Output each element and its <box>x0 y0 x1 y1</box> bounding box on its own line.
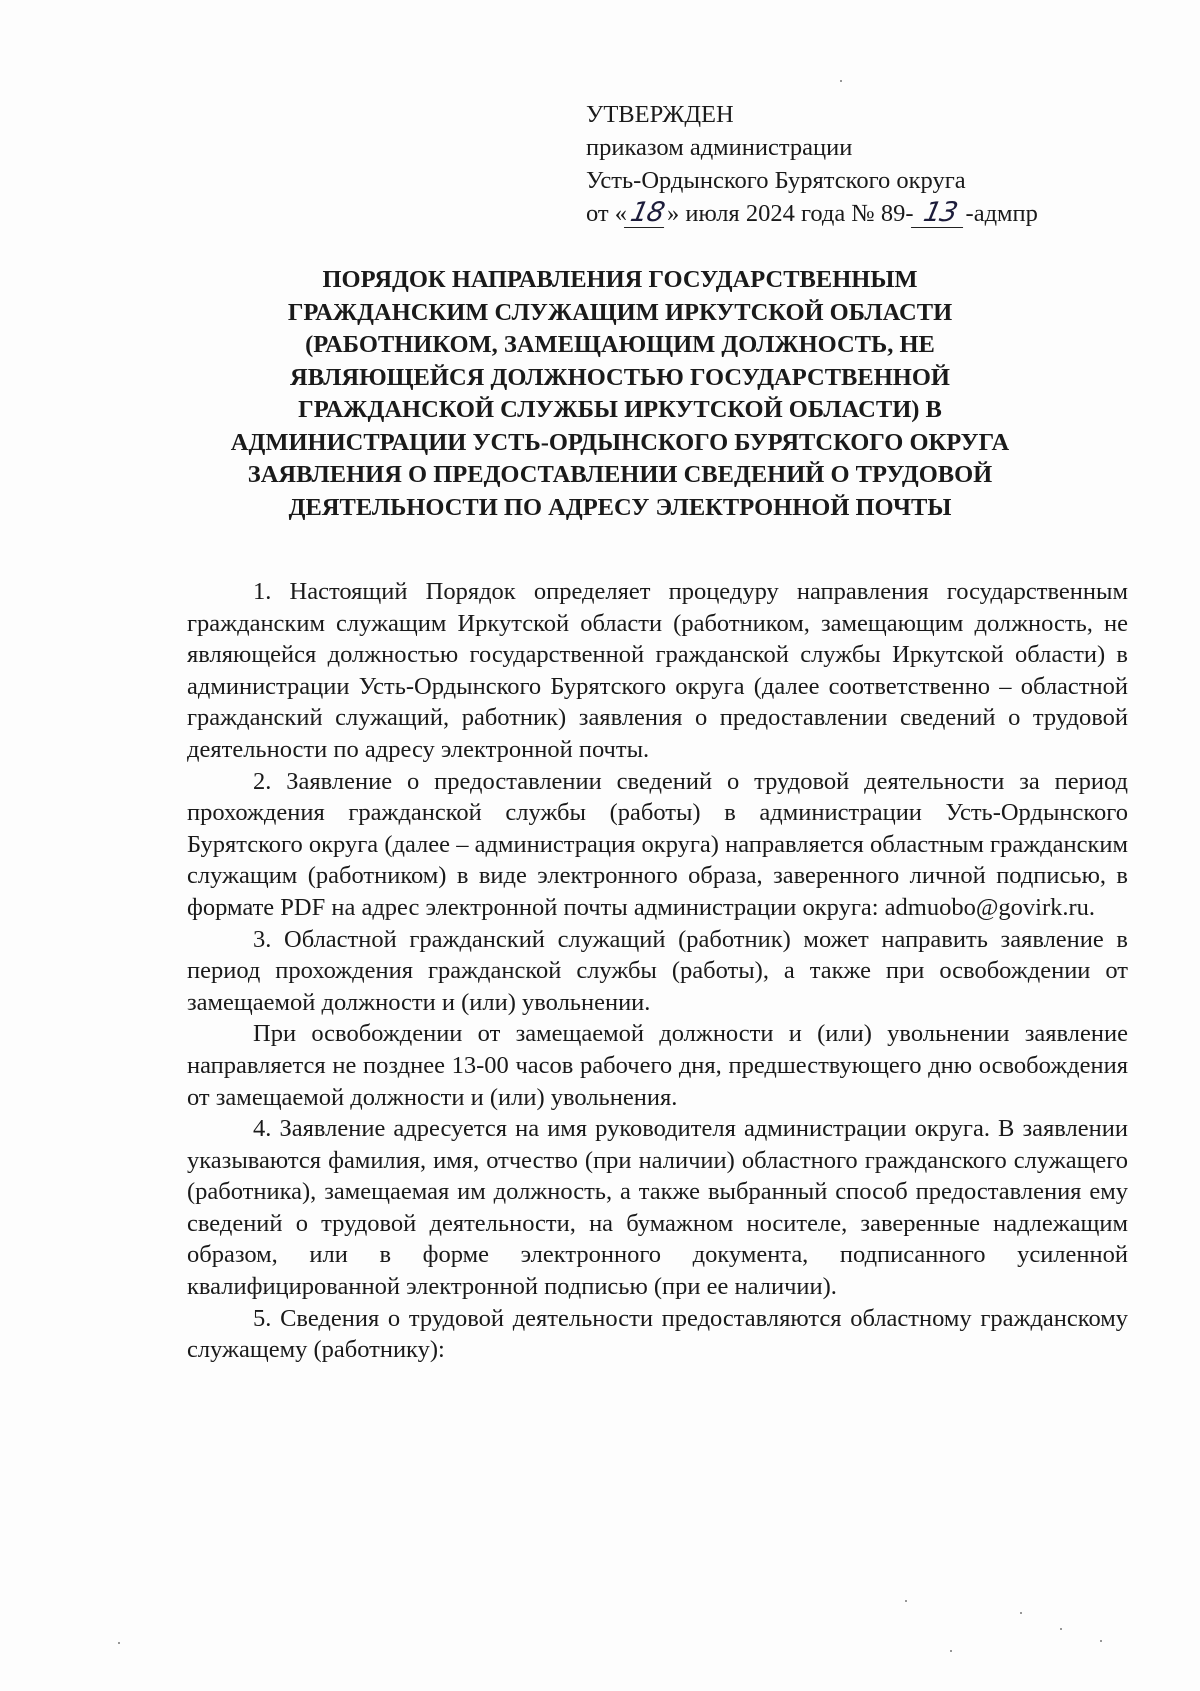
scan-speck <box>840 80 842 82</box>
title-line: (РАБОТНИКОМ, ЗАМЕЩАЮЩИМ ДОЛЖНОСТЬ, НЕ <box>305 331 935 358</box>
scan-speck <box>1020 1612 1022 1614</box>
date-prefix: от « <box>586 200 628 227</box>
approval-block <box>586 98 1146 230</box>
title-line: ГРАЖДАНСКОЙ СЛУЖБЫ ИРКУТСКОЙ ОБЛАСТИ) В <box>298 396 942 423</box>
scan-speck <box>950 1650 952 1652</box>
paragraph-1: 1. Настоящий Порядок определяет процедуру направления государственным гражданским служащим Иркутской области (работником, замещающим должность, не являющейся должностью государственной гражданской службы Иркутской области) в администрации Усть-Ордынского Бурятского округа (далее соответственно – областной гражданский служащий, работник) заявления о предоставлении сведений о трудовой деятельности по адресу электронной почты. <box>187 578 1128 763</box>
approval-date-line <box>586 197 1146 230</box>
title-line: ГРАЖДАНСКИМ СЛУЖАЩИМ ИРКУТСКОЙ ОБЛАСТИ <box>287 298 953 326</box>
document-body <box>187 576 1128 1366</box>
title-line: АДМИНИСТРАЦИИ УСТЬ-ОРДЫНСКОГО БУРЯТСКОГО ОКРУГА <box>230 428 1010 456</box>
document-title <box>150 264 1090 524</box>
date-middle: » июля 2024 года № 89- <box>667 200 914 227</box>
paragraph-3-continuation: При освобождении от замещаемой должности и (или) увольнении заявление направляется не позднее 13-00 часов рабочего дня, предшествующего дню освобождения от замещаемой должности и (или) увольнения. <box>187 1020 1128 1111</box>
scan-speck <box>1060 1628 1062 1630</box>
date-suffix: -адмпр <box>965 200 1038 227</box>
scan-speck <box>1100 1640 1102 1642</box>
title-line: ДЕЯТЕЛЬНОСТИ ПО АДРЕСУ ЭЛЕКТРОННОЙ ПОЧТЫ <box>288 493 952 521</box>
paragraph-4: 4. Заявление адресуется на имя руководителя администрации округа. В заявлении указываются фамилия, имя, отчество (при наличии) областного гражданского служащего (работника), замещаемая им должность, а также выбранный способ предоставления ему сведений о трудовой деятельности, на бумажном носителе, заверенные надлежащим образом, или в форме электронного документа, подписанного усиленной квалифицированной электронной подписью (при ее наличии). <box>187 1115 1128 1301</box>
paragraph-5: 5. Сведения о трудовой деятельности предоставляются областному гражданскому служащему (работнику): <box>187 1304 1128 1364</box>
title-line: ЯВЛЯЮЩЕЙСЯ ДОЛЖНОСТЬЮ ГОСУДАРСТВЕННОЙ <box>290 363 950 391</box>
approval-line-2: Усть-Ордынского Бурятского округа <box>586 167 966 194</box>
title-line: ЗАЯВЛЕНИЯ О ПРЕДОСТАВЛЕНИИ СВЕДЕНИЙ О ТРУДОВОЙ <box>247 461 993 488</box>
title-line: ПОРЯДОК НАПРАВЛЕНИЯ ГОСУДАРСТВЕННЫМ <box>322 266 918 293</box>
handwritten-day: 18 <box>624 199 670 228</box>
handwritten-order-number: 13 <box>910 199 968 228</box>
paragraph-3: 3. Областной гражданский служащий (работник) может направить заявление в период прохождения гражданской службы (работы), а также при освобождении от замещаемой должности и (или) увольнении. <box>187 925 1128 1016</box>
scan-speck <box>118 1642 120 1644</box>
scan-speck <box>905 1600 907 1602</box>
approval-line-1: приказом администрации <box>586 134 853 161</box>
approval-heading: УТВЕРЖДЕН <box>586 101 734 128</box>
paragraph-2: 2. Заявление о предоставлении сведений о трудовой деятельности за период прохождения гражданской службы (работы) в администрации Усть-Ордынского Бурятского округа (далее – администрация округа) направляется областным гражданским служащим (работником) в виде электронного образа, заверенного личной подписью, в формате PDF на адрес электронной почты администрации округа: admuobo@govirk.ru. <box>187 767 1128 921</box>
